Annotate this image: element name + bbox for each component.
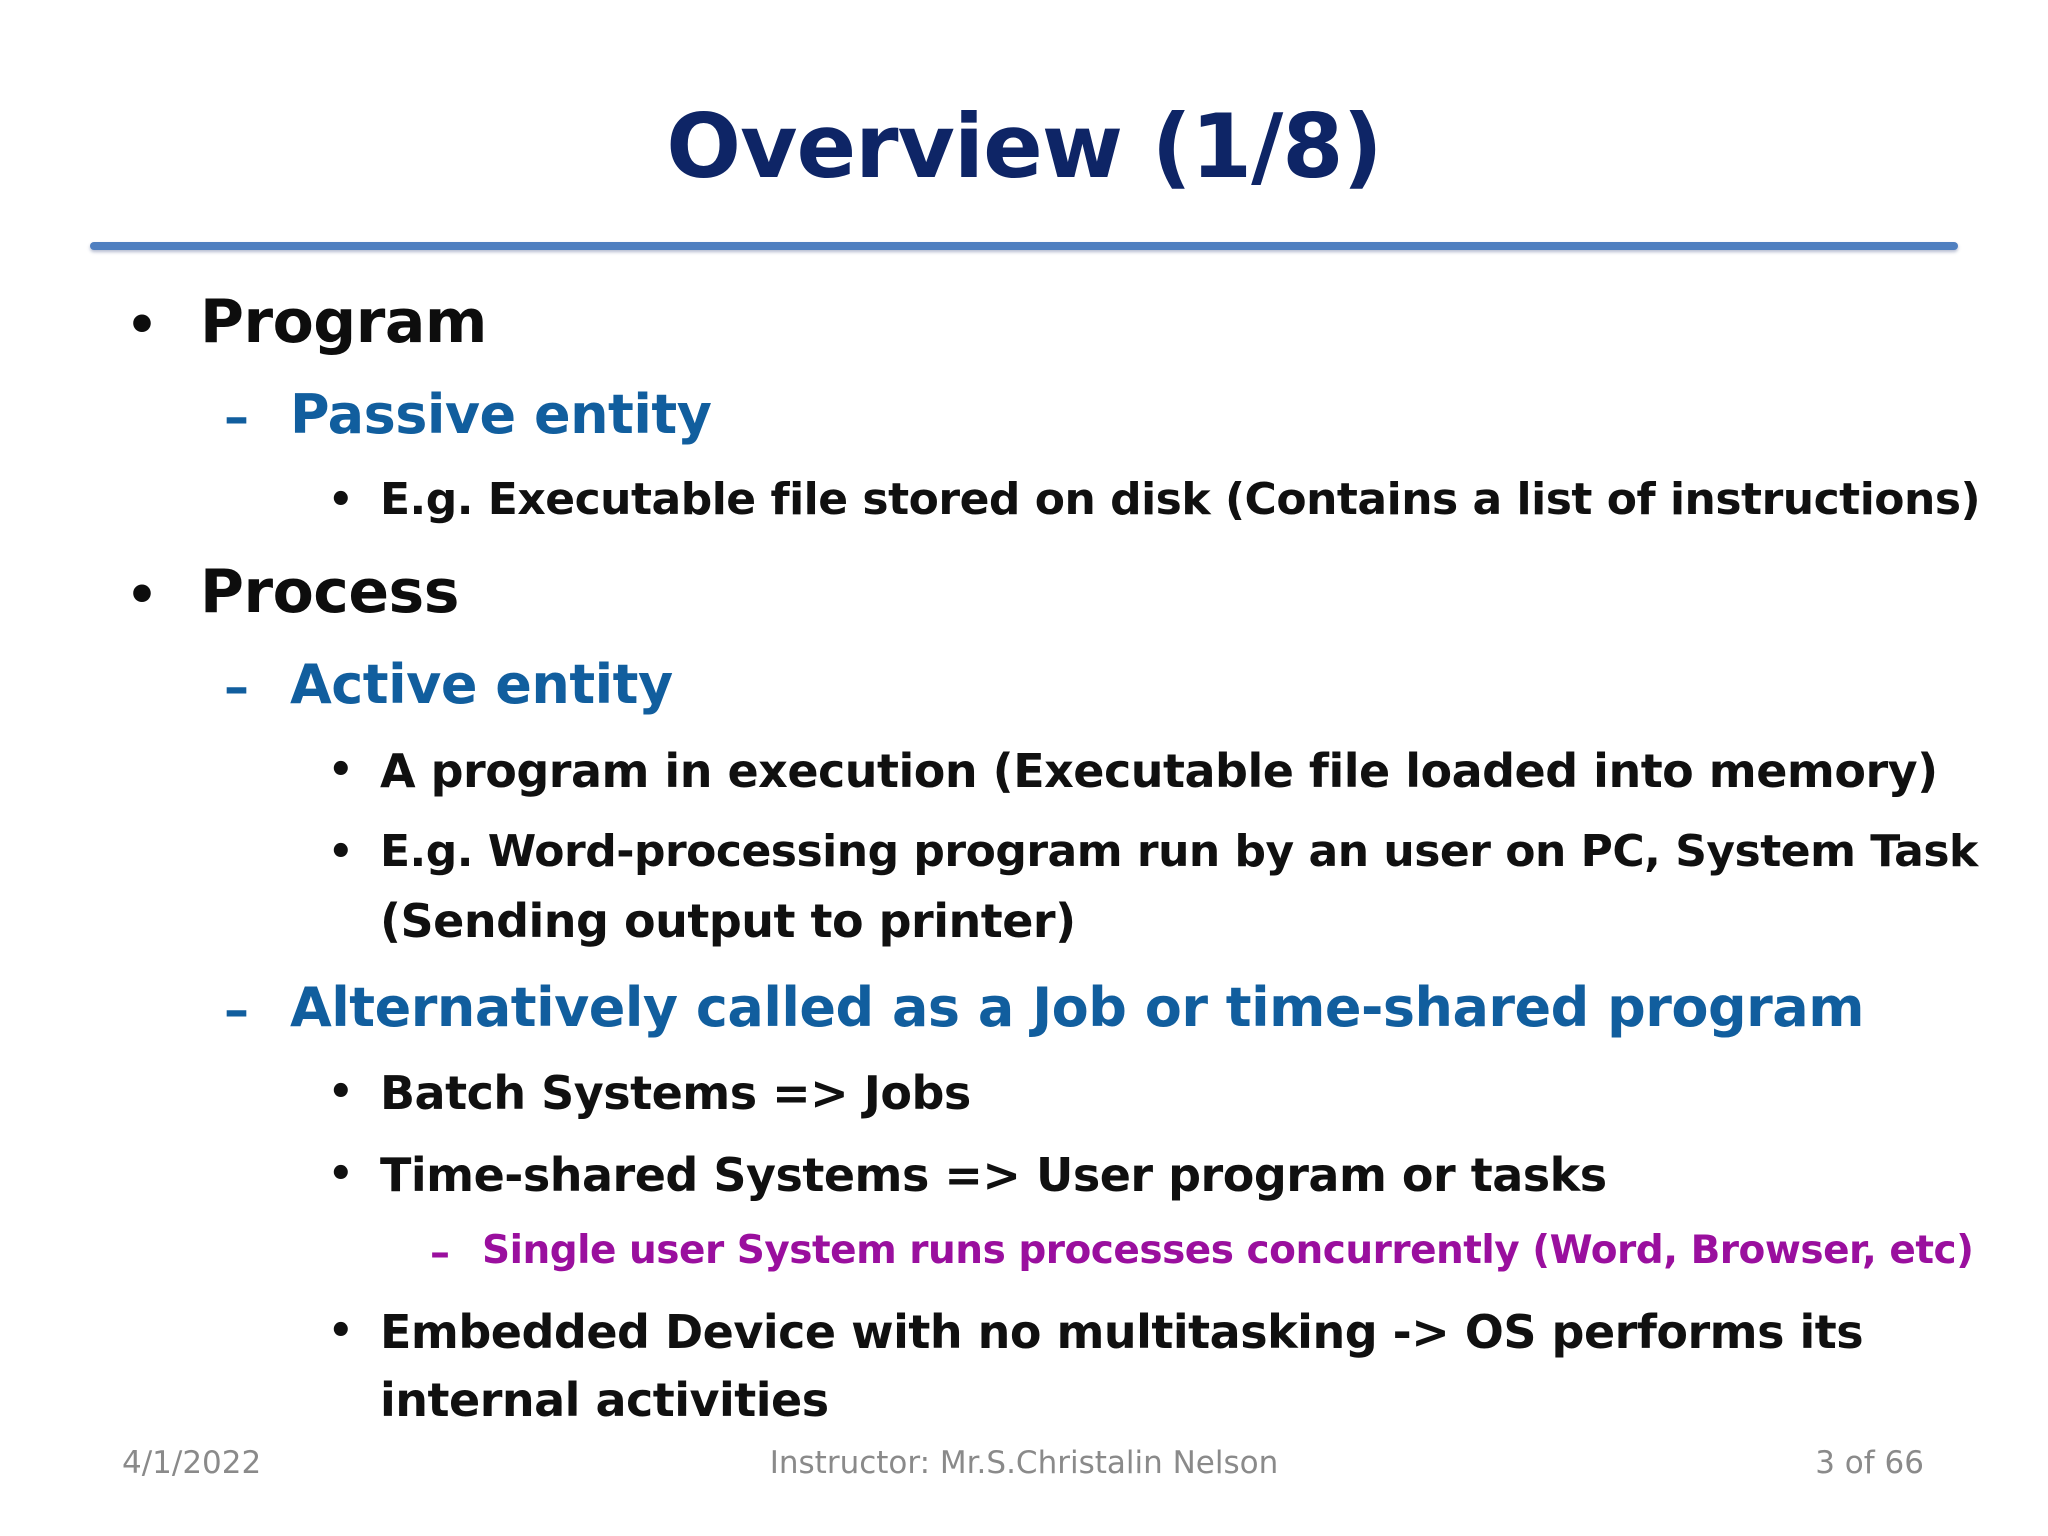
bullet-marker: •: [328, 747, 354, 793]
bullet-word-processing: E.g. Word-processing program run by an user on PC, System Task: [380, 826, 1978, 877]
title-divider: [90, 242, 1958, 250]
dash-marker: –: [224, 981, 249, 1039]
bullet-batch-systems: Batch Systems => Jobs: [380, 1066, 971, 1120]
bullet-alternatively-called: Alternatively called as a Job or time-shared program: [290, 976, 1864, 1039]
bullet-time-shared-systems: Time-shared Systems => User program or tasks: [380, 1148, 1607, 1202]
bullet-embedded-device: Embedded Device with no multitasking -> OS performs its: [380, 1305, 1864, 1359]
bullet-process: Process: [200, 557, 459, 627]
bullet-word-processing-continued: (Sending output to printer): [380, 894, 1076, 948]
bullet-passive-entity: Passive entity: [290, 383, 712, 446]
slide-title: Overview (1/8): [666, 95, 1382, 198]
dash-marker: –: [224, 658, 249, 716]
bullet-marker: •: [126, 296, 158, 354]
bullet-single-user-system: Single user System runs processes concurrently (Word, Browser, etc): [482, 1228, 1974, 1273]
footer-instructor: Instructor: Mr.S.Christalin Nelson: [769, 1445, 1279, 1481]
bullet-marker: •: [328, 1308, 354, 1354]
footer-date: 4/1/2022: [122, 1445, 262, 1481]
dash-marker: –: [224, 388, 249, 446]
bullet-active-entity: Active entity: [290, 653, 673, 716]
bullet-program-in-execution: A program in execution (Executable file loaded into memory): [380, 744, 1938, 798]
bullet-marker: •: [328, 477, 354, 523]
bullet-marker: •: [328, 1069, 354, 1115]
dash-marker: –: [430, 1230, 450, 1276]
bullet-marker: •: [126, 566, 158, 624]
bullet-executable-file: E.g. Executable file stored on disk (Contains a list of instructions): [380, 474, 1981, 525]
bullet-marker: •: [328, 829, 354, 875]
bullet-embedded-device-continued: internal activities: [380, 1373, 829, 1427]
footer-page-number: 3 of 66: [1815, 1445, 1924, 1481]
bullet-marker: •: [328, 1151, 354, 1197]
bullet-program: Program: [200, 287, 487, 357]
